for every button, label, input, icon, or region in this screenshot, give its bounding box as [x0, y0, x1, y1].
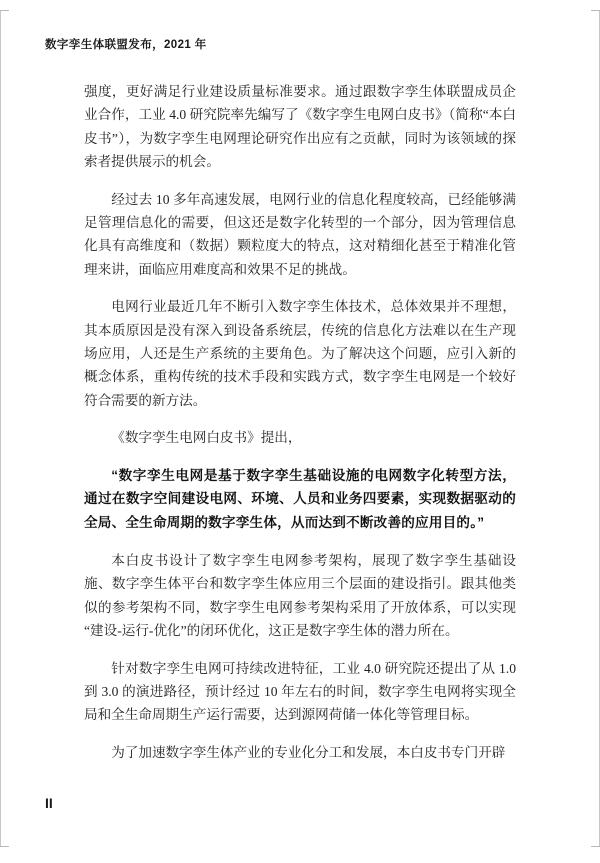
- paragraph: 本白皮书设计了数字孪生电网参考架构，展现了数字孪生基础设施、数字孪生体平台和数字孪生体应用三个层面的建设指引。跟其他类似的参考架构不同，数字孪生电网参考架构采用了开放体系，可以实现“建设-运行-优化”的闭环优化，这正是数字孪生体的潜力所在。: [84, 552, 516, 639]
- paragraph: 针对数字孪生电网可持续改进特征，工业 4.0 研究院还提出了从 1.0 到 3.0 的演进路径，预计经过 10 年左右的时间，数字孪生电网将实现全局和全生命周期生产运行需要，达到源网荷储一体化等管理目标。: [84, 660, 516, 723]
- paragraph: 《数字孪生电网白皮书》提出，: [111, 430, 302, 446]
- crop-mark-bottom-left: [0, 846, 9, 847]
- quote-paragraph: “数字孪生电网是基于数字孪生基础设施的电网数字化转型方法，通过在数字空间建设电网、环境、人员和业务四要素，实现数据驱动的全局、全生命周期的数字孪生体，从而达到不断改善的应用目的。”: [84, 467, 516, 530]
- crop-mark-bottom-right: [591, 846, 600, 847]
- paragraph: 电网行业最近几年不断引入数字孪生体技术，总体效果并不理想，其本质原因是没有深入到设备系统层，传统的信息化方法难以在生产现场应用，人还是生产系统的主要角色。为了解决这个问题，应引入新的概念体系，重构传统的技术手段和实践方式，数字孪生电网是一个较好符合需要的新方法。: [84, 299, 516, 408]
- crop-mark-top-left: [0, 10, 9, 11]
- preface-body: [84, 80, 516, 764]
- crop-mark-top-right: [591, 10, 600, 11]
- paragraph: 经过去 10 多年高速发展，电网行业的信息化程度较高，已经能够满足管理信息化的需要，但这还是数字化转型的一个部分，因为管理信息化具有高维度和（数据）颗粒度大的特点，这对精细化甚至于精准化管理来讲，面临应用难度高和效果不足的挑战。: [84, 191, 516, 277]
- paragraph: 为了加速数字孪生体产业的专业化分工和发展，本白皮书专门开辟: [111, 744, 506, 760]
- page-edge-left: [0, 10, 1, 847]
- page-header-publisher: 数字孪生体联盟发布，2021 年: [45, 39, 207, 51]
- paragraph: 强度，更好满足行业建设质量标准要求。通过跟数字孪生体联盟成员企业合作，工业 4.0 研究院率先编写了《数字孪生电网白皮书》（简称“本白皮书”），为数字孪生电网理论研究作出应有之贡献，同时为该领域的探索者提供展示的机会。: [84, 84, 516, 170]
- page-number: II: [45, 795, 53, 811]
